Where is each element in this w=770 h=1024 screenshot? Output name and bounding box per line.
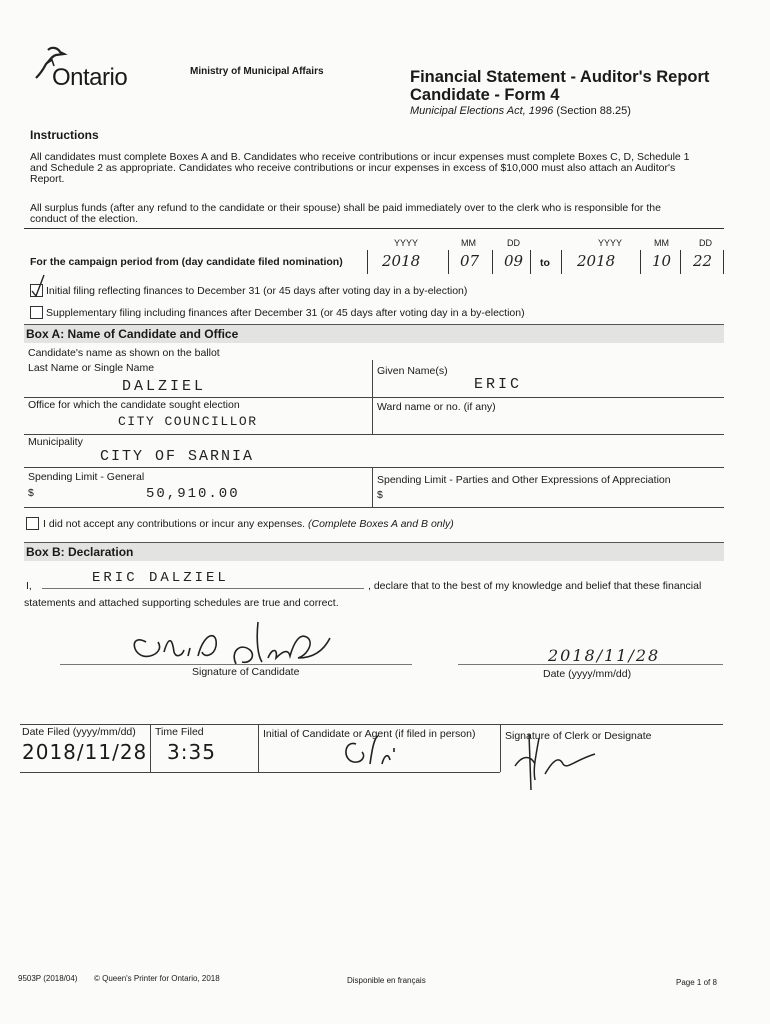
form-title-line2: Candidate - Form 4 <box>410 86 560 104</box>
divider-top <box>24 228 724 229</box>
date-sep <box>492 250 493 274</box>
form-title <box>410 68 709 117</box>
col-mm-from: MM <box>461 238 476 248</box>
time-filed-field[interactable]: 3:35 <box>167 740 216 764</box>
ballot-name-label: Candidate's name as shown on the ballot <box>28 347 220 359</box>
filing-bottom-border <box>20 772 500 773</box>
initial-filing-label: Initial filing reflecting finances to December 31 (or 45 days after voting day in a by-election) <box>46 285 468 297</box>
act-name: Municipal Elections Act, 1996 <box>410 105 554 117</box>
col-yyyy-from: YYYY <box>394 238 419 248</box>
col-divider <box>372 467 373 507</box>
initial-agent-label: Initial of Candidate or Agent (if filed in person) <box>263 728 476 740</box>
page-number: Page 1 of 8 <box>676 978 717 987</box>
row-divider <box>24 434 724 435</box>
spending-general-field[interactable]: 50,910.00 <box>146 486 240 502</box>
signature-label: Signature of Candidate <box>192 666 300 678</box>
form-act <box>410 105 709 117</box>
row-divider <box>24 467 724 468</box>
spending-parties-label: Spending Limit - Parties and Other Expressions of Appreciation <box>377 474 671 486</box>
declaration-text-2: statements and attached supporting schedules are true and correct. <box>24 597 339 609</box>
time-filed-label: Time Filed <box>155 726 204 738</box>
declarant-name-field[interactable]: ERIC DALZIEL <box>92 570 229 586</box>
clerk-signature <box>505 730 615 800</box>
from-mm-field[interactable]: 07 <box>460 252 480 270</box>
ontario-logo <box>34 44 174 92</box>
col-dd-from: DD <box>507 238 520 248</box>
agent-initials <box>338 730 398 770</box>
declaration-i-prefix: I, <box>26 580 32 592</box>
to-label: to <box>540 257 550 269</box>
declarant-name-line <box>42 588 364 589</box>
filing-col-divider <box>150 724 151 772</box>
box-a-heading: Box A: Name of Candidate and Office <box>24 324 724 343</box>
form-code: 9503P (2018/04) <box>18 974 78 983</box>
from-dd-field[interactable]: 09 <box>504 252 524 270</box>
office-label: Office for which the candidate sought election <box>28 399 240 411</box>
last-name-field[interactable]: DALZIEL <box>122 378 207 395</box>
logo-text: Ontario <box>52 64 128 91</box>
box-b-heading: Box B: Declaration <box>24 542 724 561</box>
declaration-date-label: Date (yyyy/mm/dd) <box>543 668 632 680</box>
municipality-field[interactable]: CITY OF SARNIA <box>100 448 255 465</box>
given-name-field[interactable]: ERIC <box>474 376 523 393</box>
date-sep <box>367 250 368 274</box>
signature-line <box>60 664 412 665</box>
date-filed-field[interactable]: 2018/11/28 <box>22 740 148 764</box>
no-contributions-note: (Complete Boxes A and B only) <box>308 518 454 530</box>
ministry-name: Ministry of Municipal Affairs <box>190 66 324 77</box>
col-yyyy-to: YYYY <box>598 238 623 248</box>
supplementary-filing-checkbox[interactable] <box>30 306 43 319</box>
french-notice: Disponible en français <box>347 976 426 985</box>
instructions-para2: All surplus funds (after any refund to the candidate or their spouse) shall be paid immediately over to the clerk who is responsible for the conduct of the election. <box>30 202 661 225</box>
date-sep <box>530 250 531 274</box>
to-mm-field[interactable]: 10 <box>652 252 672 270</box>
date-sep <box>640 250 641 274</box>
office-field[interactable]: CITY COUNCILLOR <box>118 414 258 429</box>
given-name-label: Given Name(s) <box>377 365 448 377</box>
clerk-signature-label: Signature of Clerk or Designate <box>505 730 652 742</box>
ward-label: Ward name or no. (if any) <box>377 401 496 413</box>
spending-parties-currency: $ <box>377 489 383 501</box>
no-contributions-label <box>43 518 454 530</box>
municipality-label: Municipality <box>28 436 83 448</box>
col-mm-to: MM <box>654 238 669 248</box>
to-dd-field[interactable]: 22 <box>693 252 713 270</box>
spending-general-label: Spending Limit - General <box>28 471 145 483</box>
filing-top-border <box>20 724 723 725</box>
date-sep <box>561 250 562 274</box>
date-sep <box>680 250 681 274</box>
col-dd-to: DD <box>699 238 712 248</box>
no-contributions-checkbox[interactable] <box>26 517 39 530</box>
act-section: (Section 88.25) <box>556 105 631 117</box>
spending-parties-field[interactable] <box>390 488 690 502</box>
ward-field[interactable] <box>380 416 710 432</box>
instructions-para1: All candidates must complete Boxes A and B. Candidates who receive contributions or incur expenses must complete Boxes C, D, Schedule 1 and Schedule 2 as appropriate. Candidates who receive contributions or incur expenses in excess of $10,000 must also attach an Auditor's Report. <box>30 151 690 185</box>
row-divider <box>24 507 724 508</box>
date-sep <box>723 250 724 274</box>
period-label: For the campaign period from (day candidate filed nomination) <box>30 256 343 268</box>
to-yyyy-field[interactable]: 2018 <box>577 252 616 270</box>
declaration-text: , declare that to the best of my knowledge and belief that these financial <box>368 580 702 592</box>
initial-filing-checkbox[interactable] <box>30 284 43 297</box>
date-filed-label: Date Filed (yyyy/mm/dd) <box>22 726 136 738</box>
from-yyyy-field[interactable]: 2018 <box>382 252 421 270</box>
filing-col-divider <box>500 724 501 772</box>
date-line <box>458 664 723 665</box>
filing-col-divider <box>258 724 259 772</box>
row-divider <box>24 397 724 398</box>
last-name-label: Last Name or Single Name <box>28 362 155 374</box>
instructions-heading: Instructions <box>30 128 99 142</box>
spending-general-currency: $ <box>28 487 34 499</box>
no-contributions-text: I did not accept any contributions or incur any expenses. <box>43 518 306 530</box>
declaration-date-field[interactable]: 2018/11/28 <box>548 646 661 665</box>
supplementary-filing-label: Supplementary filing including finances after December 31 (or 45 days after voting day in a by-election) <box>46 307 525 319</box>
date-sep <box>448 250 449 274</box>
form-title-line1: Financial Statement - Auditor's Report <box>410 68 710 86</box>
candidate-signature <box>118 612 348 672</box>
copyright: © Queen's Printer for Ontario, 2018 <box>94 974 220 983</box>
